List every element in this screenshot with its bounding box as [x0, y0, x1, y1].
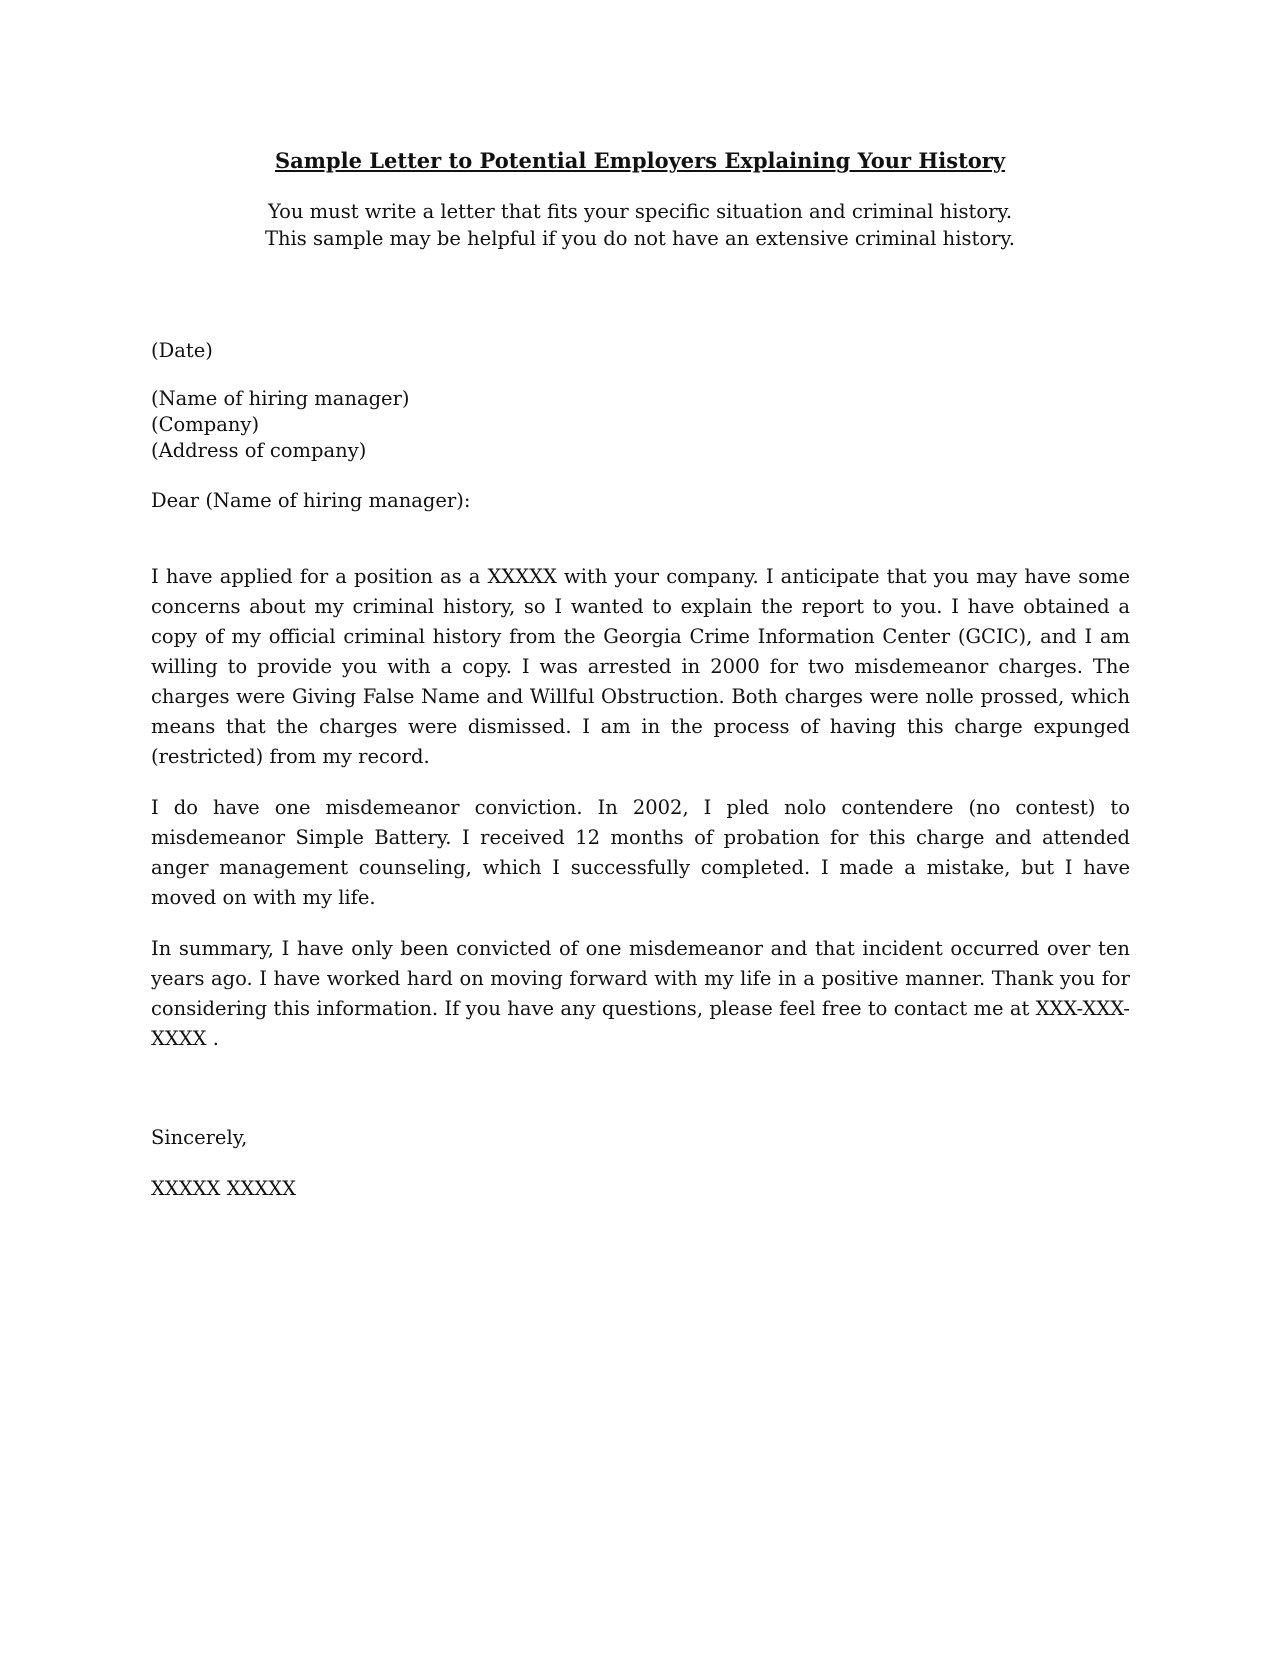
- body-paragraph: I do have one misdemeanor conviction. In 2002, I pled nolo contendere (no contest) to misdemeanor Simple Battery. I received 12 months of probation for this charge and attended anger management counseling, which I successfully completed. I made a mistake, but I have moved on with my life.: [151, 796, 1130, 909]
- body-paragraph: In summary, I have only been convicted of one misdemeanor and that incident occurred over ten years ago. I have worked hard on moving forward with my life in a positive manner. Thank you for considering this information. If you have any questions, please feel free to contact me at XXX-XXX-XXXX .: [151, 937, 1130, 1050]
- intro-note: [0, 198, 1280, 252]
- recipient-address: (Address of company): [151, 439, 367, 462]
- letter-date: (Date): [151, 339, 213, 362]
- signature: XXXXX XXXXX: [151, 1177, 297, 1200]
- recipient-name: (Name of hiring manager): [151, 387, 410, 410]
- salutation: Dear (Name of hiring manager):: [151, 489, 471, 512]
- recipient-block: [151, 386, 1130, 464]
- document-title: Sample Letter to Potential Employers Explaining Your History: [274, 148, 1006, 173]
- recipient-company: (Company): [151, 413, 260, 436]
- intro-line: This sample may be helpful if you do not have an extensive criminal history.: [264, 227, 1016, 250]
- intro-line: You must write a letter that fits your specific situation and criminal history.: [267, 200, 1013, 223]
- closing: Sincerely,: [151, 1126, 248, 1149]
- body-paragraph: I have applied for a position as a XXXXX with your company. I anticipate that you may have some concerns about my criminal history, so I wanted to explain the report to you. I have obtained a copy of my official criminal history from the Georgia Crime Information Center (GCIC), and I am willing to provide you with a copy. I was arrested in 2000 for two misdemeanor charges. The charges were Giving False Name and Willful Obstruction. Both charges were nolle prossed, which means that the charges were dismissed. I am in the process of having this charge expunged (restricted) from my record.: [151, 565, 1130, 768]
